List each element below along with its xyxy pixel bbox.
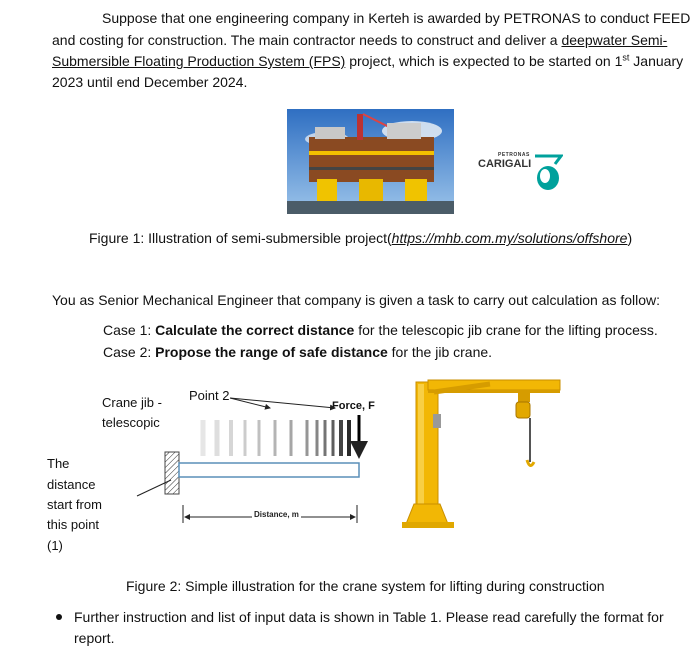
date-superscript: st (622, 52, 630, 63)
case-2-bold: Propose the range of safe distance (155, 344, 388, 360)
intro-line-3-end: January (629, 53, 684, 69)
start-label-1: The (47, 456, 70, 471)
intro-line-4: 2023 until end December 2024. (52, 74, 248, 90)
bullet-line-2: report. (74, 630, 115, 646)
petronas-carigali-logo (478, 150, 564, 194)
figure1-caption (89, 228, 632, 249)
figure2-caption: Figure 2: Simple illustration for the crane system for lifting during construction (126, 578, 605, 594)
intro-line-3-text: project, which is expected to be started on 1 (345, 53, 623, 69)
intro-line-2 (52, 30, 667, 51)
figure1-link[interactable]: https://mhb.com.my/solutions/offshore (391, 230, 628, 246)
start-label-2: distance (47, 477, 96, 492)
point2-label: Point 2 (189, 388, 230, 403)
crane-jib-beam (179, 463, 359, 477)
fixed-wall-support (165, 452, 179, 494)
case-1 (103, 320, 658, 341)
telescopic-label: telescopic (102, 415, 160, 430)
start-label-3: start from (47, 497, 102, 512)
distributed-load-arrows (203, 420, 349, 456)
case-1-label: Case 1: (103, 322, 156, 338)
crane-jib-label: Crane jib - (102, 395, 162, 410)
semi-submersible-photo (287, 109, 454, 214)
figure1-caption-end: ) (627, 230, 633, 246)
force-label: Force, F (332, 400, 375, 412)
case-2 (103, 342, 492, 363)
case-1-text: for the telescopic jib crane for the lifting process. (354, 322, 658, 338)
logo-name: CARIGALI (478, 158, 532, 170)
intro-line-1: Suppose that one engineering company in Kerteh is awarded by PETRONAS to conduct FEED (102, 10, 691, 26)
case-1-bold: Calculate the correct distance (155, 322, 355, 338)
intro-line-3 (52, 51, 683, 72)
bullet-line-1: Further instruction and list of input data is shown in Table 1. Please read carefully the format for (74, 609, 664, 625)
intro-line-2-text: and costing for construction. The main contractor needs to construct and deliver a (52, 32, 562, 48)
distance-label: Distance, m (254, 510, 299, 519)
logo-top-text: PETRONAS (498, 152, 530, 158)
petronas-emblem-icon (533, 152, 563, 192)
task-intro: You as Senior Mechanical Engineer that company is given a task to carry out calculation as follow: (52, 292, 661, 308)
jib-crane-photo (398, 372, 566, 532)
case-2-label: Case 2: (103, 344, 156, 360)
figure1-caption-text: Figure 1: Illustration of semi-submersible project( (89, 230, 392, 246)
case-2-text: for the jib crane. (387, 344, 493, 360)
start-label-4: this point (47, 517, 100, 532)
bullet-dot-icon (56, 614, 62, 620)
fps-link-part1[interactable]: deepwater Semi- (561, 32, 668, 48)
start-label-5: (1) (47, 538, 63, 553)
fps-link-part2[interactable]: Submersible Floating Production System (FPS) (52, 53, 346, 69)
